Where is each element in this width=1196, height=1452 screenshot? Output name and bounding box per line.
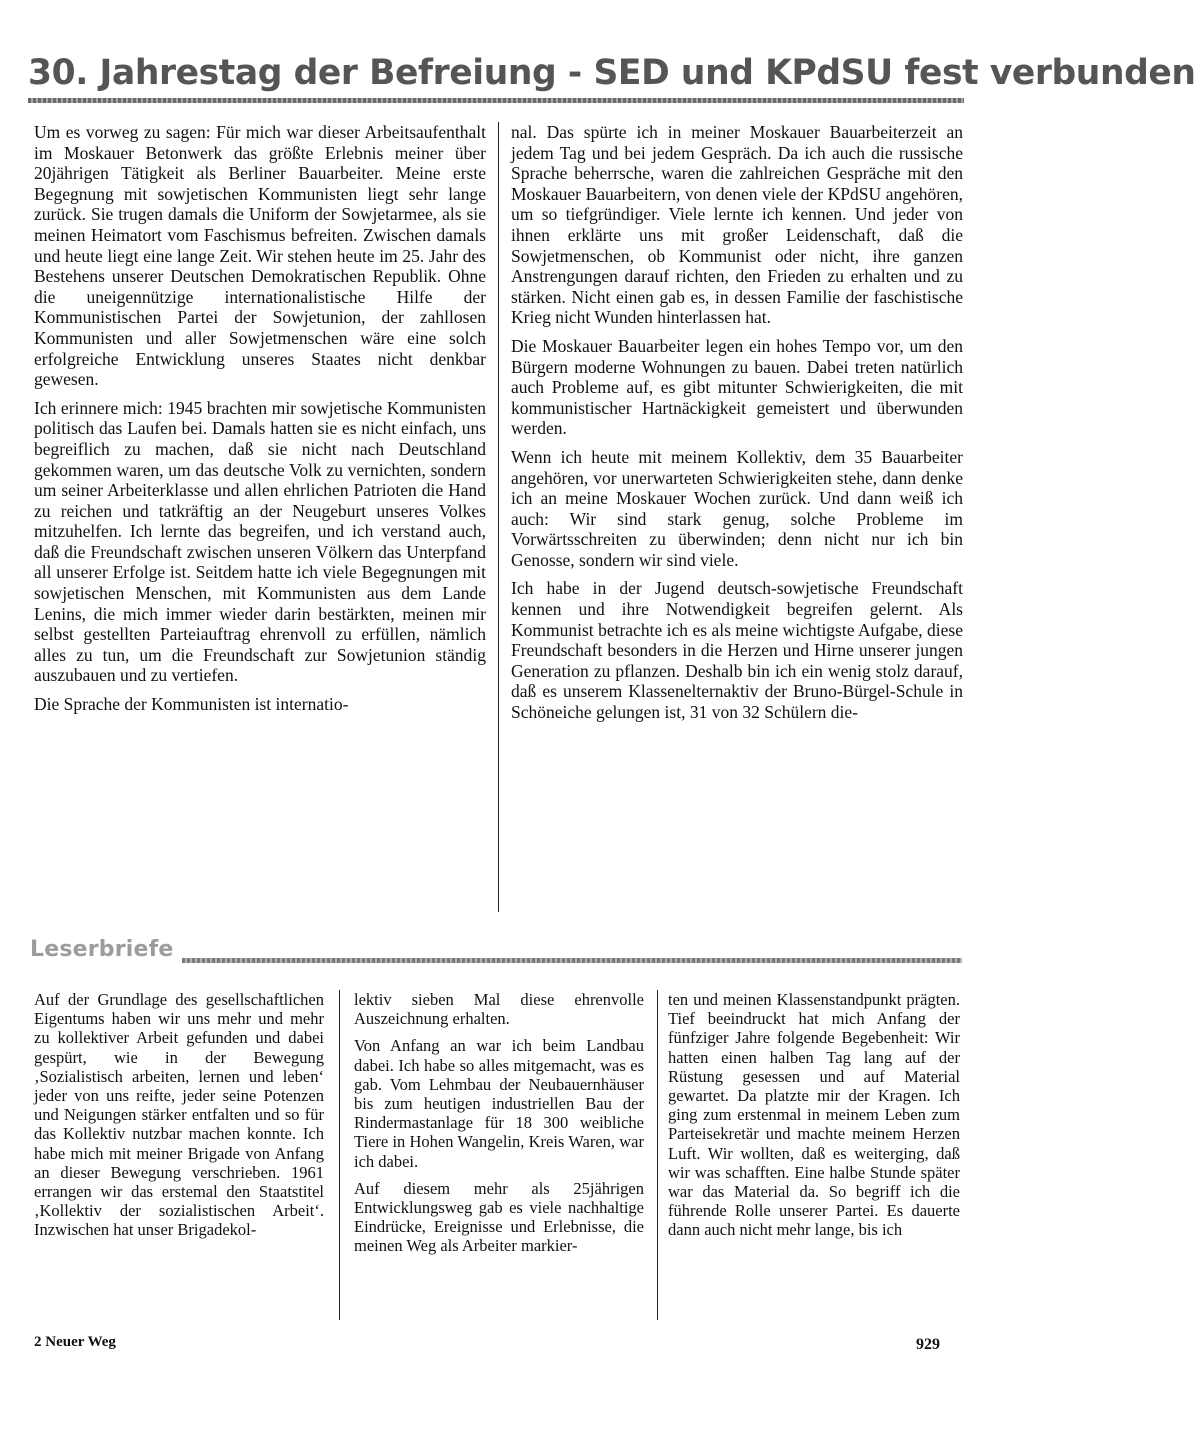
article-column-1 [34,122,486,723]
column-divider [657,990,658,1320]
section-rule [182,958,962,963]
article-paragraph: Die Sprache der Kommunisten ist internatio- [34,694,349,715]
column-divider [498,122,499,912]
article-paragraph: Wenn ich heute mit meinem Kollektiv, dem 35 Bauarbeiter angehören, vor unerwarteten Schwierigkeiten stehe, dann denke ich an meine Moskauer Wochen zurück. Und dann weiß ich auch: Wir sind stark genug, solche Probleme im Vorwärtsschreiten zu überwinden; denn nicht nur ich bin Genosse, sondern wir sind viele. [511,446,963,570]
letters-column-3 [668,990,960,1248]
column-divider [339,990,340,1320]
footer-publication: 2 Neuer Weg [34,1334,116,1350]
letters-column-2 [354,990,644,1264]
letter-paragraph: Auf diesem mehr als 25jährigen Entwicklungsweg gab es viele nachhaltige Eindrücke, Ereignisse und Erlebnisse, die meinen Weg als Arbeiter markier- [354,1178,644,1256]
article-paragraph: Die Moskauer Bauarbeiter legen ein hohes Tempo vor, um den Bürgern moderne Wohnungen zu bauen. Dabei treten natürlich auch Probleme auf, es gibt mitunter Schwierigkeiten, die mit kommunistischer Hartnäckigkeit gemeistert und überwunden werden. [511,335,963,439]
article-paragraph: Ich erinnere mich: 1945 brachten mir sowjetische Kommunisten politisch das Laufen bei. Damals hatten sie es nicht einfach, uns begreiflich zu machen, daß sie nicht nach Deutschland gekommen waren, um das deutsche Volk zu vernichten, sondern um seiner Arbeiterklasse und allen ehrlichen Patrioten die Hand zu reichen und tatkräftig an der Neugeburt unseres Volkes mitzuhelfen. Ich lernte das begreifen, und ich verstand auch, daß die Freundschaft zwischen unseren Völkern das Unterpfand all unserer Erfolge ist. Seitdem hatte ich viele Begegnungen mit sowjetischen Menschen, mit Kommunisten aus dem Lande Lenins, die mich immer wieder darin bestärkten, meinen mir selbst gestellten Parteiauftrag ehrenvoll zu erfüllen, nämlich alles zu tun, um die Freundschaft zur Sowjetunion ständig auszubauen und zu vertiefen. [34,397,486,686]
headline-rule [28,98,964,103]
headline: 30. Jahrestag der Befreiung - SED und KPdSU fest verbunden [28,53,1196,93]
letter-paragraph: ten und meinen Klassenstandpunkt prägten. Tief beeindruckt hat mich Anfang der fünfziger Jahre folgende Begebenheit: Wir hatten einen halben Tag lang auf der Rüstung gesessen und auf Material gewartet. Da platzte mir der Kragen. Ich ging zum erstenmal in meinem Leben zum Parteisekretär und machte meinem Herzen Luft. Wir wollten, daß es weiterging, daß wir was schafften. Eine halbe Stunde später war das Material da. So begriff ich die führende Rolle unserer Partei. Es dauerte dann auch nicht mehr lange, bis ich [668,990,960,1240]
letter-paragraph: Von Anfang an war ich beim Landbau dabei. Ich habe so alles mitgemacht, was es gab. Vom Lehmbau der Neubauernhäuser bis zum heutigen industriellen Bau der Rindermastanlage für 18 300 weibliche Tiere in Hohen Wangelin, Kreis Waren, war ich dabei. [354,1036,644,1171]
article-paragraph: Ich habe in der Jugend deutsch-sowjetische Freundschaft kennen und ihre Notwendigkeit begreifen gelernt. Als Kommunist betrachte ich es als meine wichtigste Aufgabe, diese Freundschaft besonders in die Herzen und Hirne unserer jungen Generation zu pflanzen. Deshalb bin ich ein wenig stolz darauf, daß es unserem Klassenelternaktiv der Bruno-Bürgel-Schule in Schöneiche gelungen ist, 31 von 32 Schülern die- [511,578,963,723]
letter-paragraph: lektiv sieben Mal diese ehrenvolle Auszeichnung erhalten. [354,990,644,1029]
article-paragraph: nal. Das spürte ich in meiner Moskauer Bauarbeiterzeit an jedem Tag und bei jedem Gespräch. Da ich auch die russische Sprache beherrsche, waren die zahlreichen Gespräche mit den Moskauer Bauarbeitern, von denen viele der KPdSU angehören, um so tiefgründiger. Viele lernte ich kennen. Und jeder von ihnen erklärte uns mit großer Leidenschaft, daß die Sowjetmenschen, ob Kommunist oder nicht, ihre ganzen Anstrengungen darauf richten, den Frieden zu erhalten und zu stärken. Nicht einen gab es, in dessen Familie der faschistische Krieg nicht Wunden hinterlassen hat. [511,122,963,328]
section-title: Leserbriefe [30,937,174,962]
letter-paragraph: Auf der Grundlage des gesellschaftlichen Eigentums haben wir uns mehr und mehr zu kollektiver Arbeit gefunden und dabei gespürt, wie in der Bewegung ‚Sozialistisch arbeiten, lernen und leben‘ jeder von uns reifte, jeder seine Potenzen und Neigungen stärker entfalten und so für das Kollektiv nutzbar machen konnte. Ich habe mich mit meiner Brigade von Anfang an dieser Bewegung verschrieben. 1961 errangen wir das erstemal den Staatstitel ‚Kollektiv der sozialistischen Arbeit‘. Inzwischen hat unser Brigadekol- [34,990,324,1240]
article-column-2 [511,122,963,731]
letters-column-1 [34,990,324,1248]
page-number: 929 [916,1336,940,1353]
article-paragraph: Um es vorweg zu sagen: Für mich war dieser Arbeitsaufenthalt im Moskauer Betonwerk das größte Erlebnis meiner über 20jährigen Tätigkeit als Berliner Bauarbeiter. Meine erste Begegnung mit sowjetischen Kommunisten liegt sehr lange zurück. Sie trugen damals die Uniform der Sowjetarmee, als sie meinen Heimatort vom Faschismus befreiten. Zwischen damals und heute liegt eine lange Zeit. Wir stehen heute im 25. Jahr des Bestehens unserer Deutschen Demokratischen Republik. Ohne die uneigennützige internationalistische Hilfe der Kommunistischen Partei der Sowjetunion, der zahllosen Kommunisten und aller Sowjetmenschen wäre eine solch erfolgreiche Entwicklung unseres Staates nicht denkbar gewesen. [34,122,486,390]
